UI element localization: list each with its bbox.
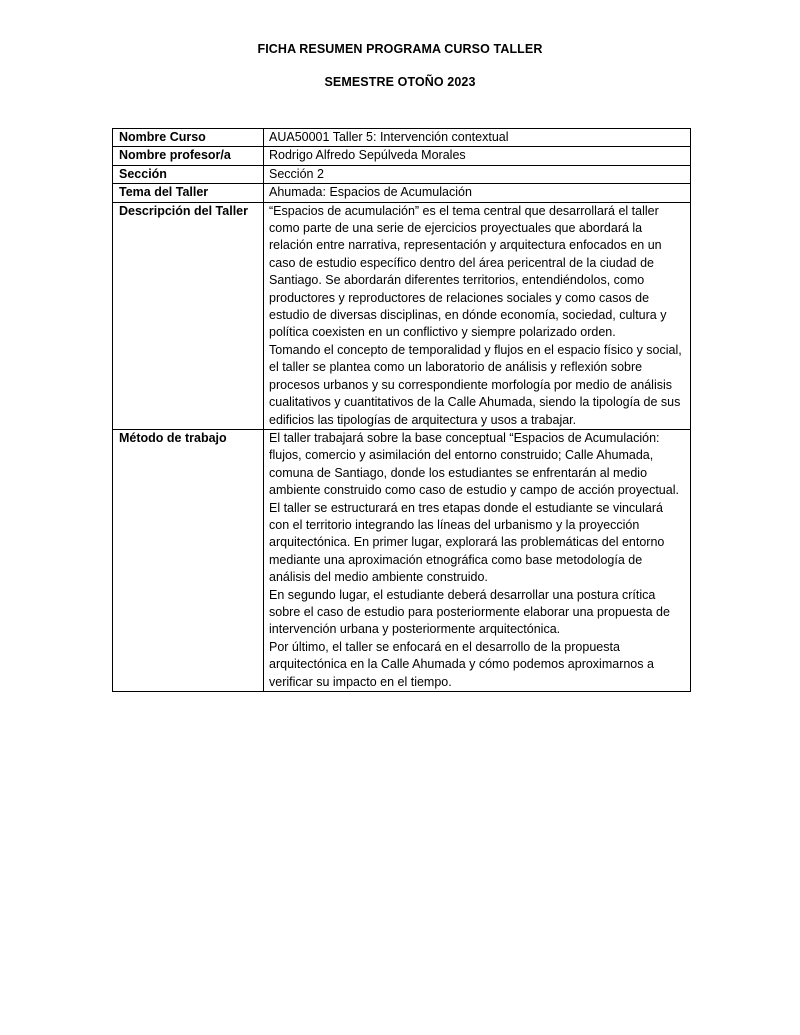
row-label-workshop-description: Descripción del Taller: [113, 202, 264, 429]
document-subtitle: SEMESTRE OTOÑO 2023: [324, 75, 476, 89]
row-value-course-name: AUA50001 Taller 5: Intervención contextual: [264, 129, 691, 147]
table-row: [113, 147, 691, 165]
method-paragraph: En segundo lugar, el estudiante deberá desarrollar una postura crítica sobre el caso de estudio para posteriormente elaborar una propuesta de intervención urbana y posteriormente arquitectónica.: [269, 587, 670, 637]
method-paragraph: El taller trabajará sobre la base conceptual “Espacios de Acumulación: flujos, comercio y asimilación del entorno construido; Calle Ahumada, comuna de Santiago, donde los estudiantes se enfrentarán al medio ambiente construido como caso de estudio y campo de acción proyectual.: [269, 430, 679, 498]
row-value-professor: Rodrigo Alfredo Sepúlveda Morales: [264, 147, 691, 165]
course-summary-table: [112, 128, 691, 692]
table-row: [113, 184, 691, 202]
table-row: [113, 165, 691, 183]
row-label-course-name: Nombre Curso: [113, 129, 264, 147]
document-title: FICHA RESUMEN PROGRAMA CURSO TALLER: [257, 42, 543, 56]
row-label-work-method: Método de trabajo: [113, 429, 264, 691]
description-paragraph: Tomando el concepto de temporalidad y flujos en el espacio físico y social, el taller se plantea como un laboratorio de análisis y reflexión sobre procesos urbanos y su correspondiente morfología por medio de análisis cualitativos y cuantitativos de la Calle Ahumada, siendo la tipología de sus edificios las tipologías de arquitectura y usos a trabajar.: [269, 342, 682, 427]
row-label-section: Sección: [113, 165, 264, 183]
table-row: [113, 429, 691, 691]
table-row: [113, 202, 691, 429]
row-value-work-method: [264, 429, 691, 691]
method-paragraph: Por último, el taller se enfocará en el desarrollo de la propuesta arquitectónica en la Calle Ahumada y cómo podemos aproximarnos a verificar su impacto en el tiempo.: [269, 639, 654, 689]
description-paragraph: “Espacios de acumulación” es el tema central que desarrollará el taller como parte de una serie de ejercicios proyectuales que abordará la relación entre narrativa, representación y arquitectura enfocados en un caso de estudio específico dentro del área pericentral de la ciudad de Santiago. Se abordarán diferentes territorios, entendiéndolos, como productores y reproductores de relaciones sociales y como casos de estudio de diversas disciplinas, en dónde economía, sociedad, cultura y política coexisten en un conflictivo y siempre polarizado orden.: [269, 203, 667, 340]
table-row: [113, 129, 691, 147]
row-value-workshop-description: [264, 202, 691, 429]
row-label-professor: Nombre profesor/a: [113, 147, 264, 165]
row-value-section: Sección 2: [264, 165, 691, 183]
row-label-workshop-theme: Tema del Taller: [113, 184, 264, 202]
method-paragraph: El taller se estructurará en tres etapas donde el estudiante se vinculará con el territorio integrando las líneas del urbanismo y la proyección arquitectónica. En primer lugar, explorará las problemáticas del entorno mediante una aproximación etnográfica como base metodología de análisis del medio ambiente construido.: [269, 500, 665, 585]
row-value-workshop-theme: Ahumada: Espacios de Acumulación: [264, 184, 691, 202]
